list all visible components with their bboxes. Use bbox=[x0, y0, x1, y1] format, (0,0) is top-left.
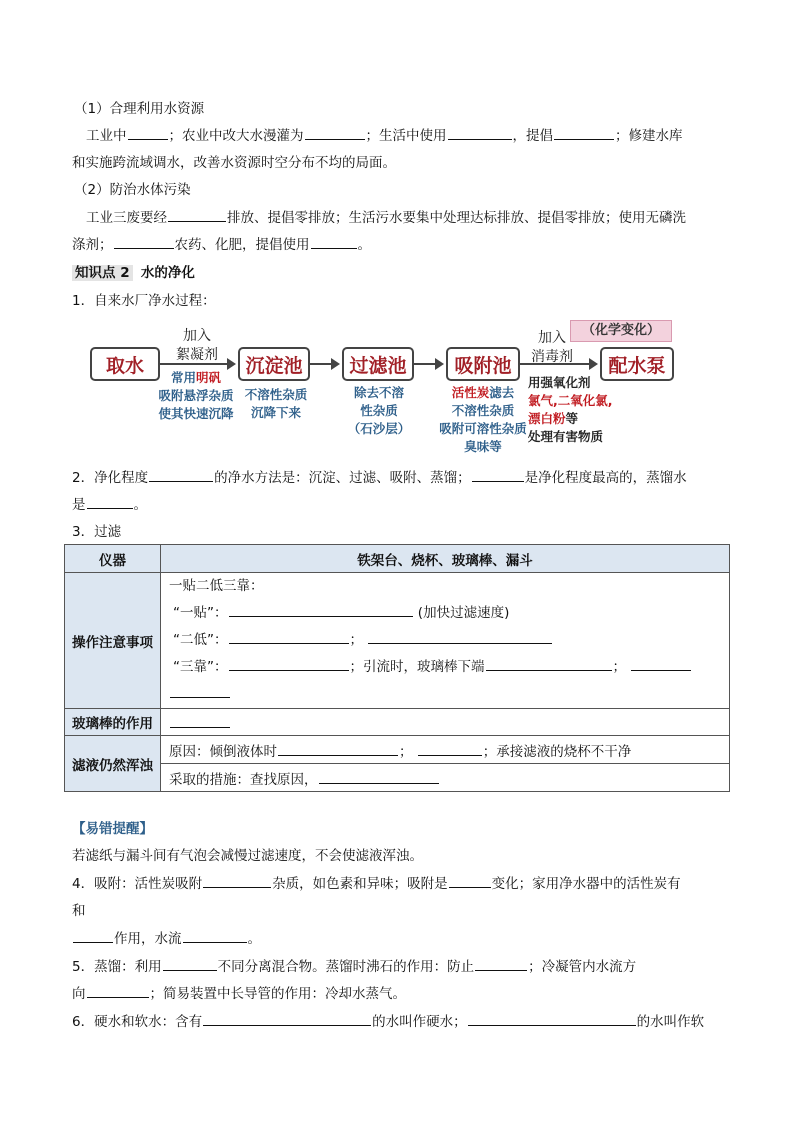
answer-blank[interactable] bbox=[554, 125, 614, 140]
arrow4-label: 加入 消毒剂 bbox=[531, 330, 573, 365]
item2-line1: 2．净化程度 的净水方法是：沉淀、过滤、吸附、蒸馏； 是净化程度最高的，蒸馏水 bbox=[72, 466, 687, 486]
flow-box-sedimentation: 沉淀池 bbox=[238, 347, 310, 381]
table-cell-glass-rod bbox=[161, 709, 730, 736]
item1-title: 1．自来水厂净水过程： bbox=[72, 293, 216, 309]
filtration-table bbox=[64, 544, 730, 792]
answer-blank[interactable] bbox=[418, 741, 482, 756]
answer-blank[interactable] bbox=[448, 125, 512, 140]
note-adsorption: 活性炭滤去 不溶性杂质 吸附可溶性杂质 臭味等 bbox=[439, 385, 527, 454]
table-value-instruments: 铁架台、烧杯、玻璃棒、漏斗 bbox=[161, 545, 730, 573]
answer-blank[interactable] bbox=[475, 956, 527, 971]
item6-line1: 6．硬水和软水：含有 的水叫作硬水； 的水叫作软 bbox=[72, 1010, 704, 1030]
table-row bbox=[65, 545, 730, 573]
section2-heading: （2）防治水体污染 bbox=[74, 182, 191, 198]
note-disinfection: 用强氧化剂 氯气,二氧化氯, 漂白粉等 处理有害物质 bbox=[528, 375, 613, 444]
answer-blank[interactable] bbox=[305, 125, 365, 140]
flow-arrow-3 bbox=[414, 363, 442, 365]
table-label-instruments: 仪器 bbox=[65, 545, 161, 573]
item2-line2: 是 。 bbox=[72, 493, 147, 513]
knowledge-point-heading bbox=[72, 261, 195, 281]
item4-line3: 作用，水流 。 bbox=[72, 927, 261, 947]
section1-paragraph-line1: 工业中 ；农业中改大水漫灌为 ；生活中使用 ，提倡 ；修建水库 bbox=[86, 124, 683, 144]
flow-box-adsorption: 吸附池 bbox=[446, 347, 520, 381]
answer-blank[interactable] bbox=[87, 983, 149, 998]
item3-title: 3．过滤 bbox=[72, 524, 122, 540]
section2-paragraph-line1: 工业三废要经 排放、提倡零排放；生活污水要集中处理达标排放、提倡零排放；使用无磷洗 bbox=[86, 206, 686, 226]
table-label-operation-notes: 操作注意事项 bbox=[65, 573, 161, 709]
arrow1-label: 加入 絮凝剂 bbox=[176, 328, 218, 363]
table-row bbox=[65, 736, 730, 764]
item4-line1: 4．吸附：活性炭吸附 杂质，如色素和异味；吸附是 变化；家用净水器中的活性炭有 bbox=[72, 872, 681, 892]
answer-blank[interactable] bbox=[183, 928, 247, 943]
table-row bbox=[65, 709, 730, 736]
item4-line2: 和 bbox=[72, 903, 86, 919]
answer-blank[interactable] bbox=[278, 741, 398, 756]
flow-box-filtration: 过滤池 bbox=[342, 347, 414, 381]
reminder-title: 【易错提醒】 bbox=[72, 821, 153, 837]
item5-line2: 向 ；简易装置中长导管的作用：冷却水蒸气。 bbox=[72, 982, 406, 1002]
answer-blank[interactable] bbox=[87, 494, 133, 509]
flow-arrow-2 bbox=[310, 363, 338, 365]
section2-paragraph-line2: 涤剂； 农药、化肥，提倡使用 。 bbox=[72, 233, 371, 253]
answer-blank[interactable] bbox=[203, 1011, 371, 1026]
answer-blank[interactable] bbox=[203, 873, 271, 888]
answer-blank[interactable] bbox=[149, 467, 213, 482]
section1-paragraph-line2: 和实施跨流域调水，改善水资源时空分布不均的局面。 bbox=[72, 155, 396, 171]
answer-blank[interactable] bbox=[449, 873, 491, 888]
answer-blank[interactable] bbox=[73, 928, 113, 943]
answer-blank[interactable] bbox=[319, 769, 439, 784]
knowledge-point-tag: 知识点 2 bbox=[72, 265, 133, 281]
answer-blank[interactable] bbox=[311, 234, 357, 249]
table-cell-turbid-measure: 采取的措施：查找原因， bbox=[161, 764, 730, 792]
chemical-change-tag: （化学变化） bbox=[570, 320, 672, 342]
answer-blank[interactable] bbox=[114, 234, 174, 249]
table-row bbox=[65, 764, 730, 792]
answer-blank[interactable] bbox=[229, 602, 413, 617]
answer-blank[interactable] bbox=[472, 467, 524, 482]
answer-blank[interactable] bbox=[128, 125, 168, 140]
answer-blank[interactable] bbox=[229, 656, 349, 671]
reminder-text: 若滤纸与漏斗间有气泡会减慢过滤速度，不会使滤液浑浊。 bbox=[72, 848, 423, 864]
answer-blank[interactable] bbox=[168, 207, 226, 222]
answer-blank[interactable] bbox=[229, 629, 349, 644]
flow-box-intake: 取水 bbox=[90, 347, 160, 381]
note-sedimentation: 不溶性杂质 沉降下来 bbox=[244, 387, 308, 420]
answer-blank[interactable] bbox=[170, 713, 230, 728]
answer-blank[interactable] bbox=[368, 629, 552, 644]
answer-blank[interactable] bbox=[631, 656, 691, 671]
table-row bbox=[65, 573, 730, 709]
table-cell-operation-notes: 一贴二低三靠： “一贴”： (加快过滤速度) “二低”： ； “三靠”： ；引流时，玻璃棒下端 ； bbox=[161, 573, 730, 709]
answer-blank[interactable] bbox=[163, 956, 217, 971]
item5-line1: 5．蒸馏：利用 不同分离混合物。蒸馏时沸石的作用：防止 ；冷凝管内水流方 bbox=[72, 955, 636, 975]
table-label-glass-rod: 玻璃棒的作用 bbox=[65, 709, 161, 736]
answer-blank[interactable] bbox=[486, 656, 612, 671]
note-sedimentation-agent: 常用明矾 吸附悬浮杂质 使其快速沉降 bbox=[158, 370, 234, 421]
flow-box-distribution-pump: 配水泵 bbox=[600, 347, 674, 381]
table-label-turbid-filtrate: 滤液仍然浑浊 bbox=[65, 736, 161, 792]
answer-blank[interactable] bbox=[468, 1011, 636, 1026]
answer-blank[interactable] bbox=[170, 683, 230, 698]
section1-heading: （1）合理利用水资源 bbox=[74, 101, 205, 117]
knowledge-point-title: 水的净化 bbox=[140, 265, 195, 281]
note-filtration: 除去不溶 性杂质 （石沙层） bbox=[347, 385, 411, 436]
table-cell-turbid-cause: 原因：倾倒液体时 ； ；承接滤液的烧杯不干净 bbox=[161, 736, 730, 764]
